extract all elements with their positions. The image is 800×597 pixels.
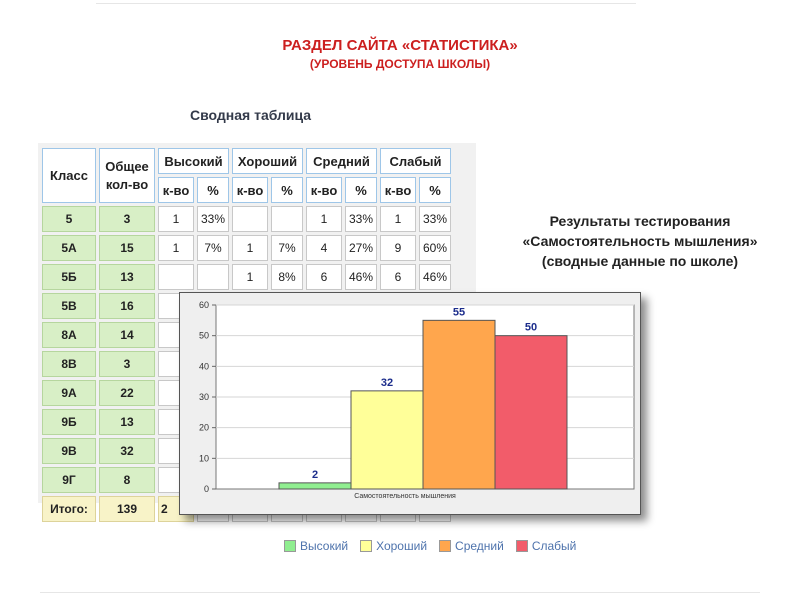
row-total: 3	[99, 351, 155, 377]
subheader-count: к-во	[380, 177, 416, 203]
row-class: 5А	[42, 235, 96, 261]
y-tick-label: 50	[198, 330, 209, 341]
table-cell: 46%	[419, 264, 451, 290]
table-cell: 46%	[345, 264, 377, 290]
table-cell: 1	[232, 264, 268, 290]
test-results-caption	[490, 211, 790, 271]
col-header-total: Общее кол-во	[99, 148, 155, 203]
col-header-good: Хороший	[232, 148, 303, 174]
data-label: 32	[380, 376, 394, 389]
table-title: Сводная таблица	[190, 107, 312, 123]
chart-legend	[284, 538, 588, 554]
legend-label: Средний	[455, 539, 504, 553]
col-header-high: Высокий	[158, 148, 229, 174]
subheader-count: к-во	[306, 177, 342, 203]
table-cell: 33%	[197, 206, 229, 232]
legend-item	[439, 539, 504, 553]
subheader-percent: %	[197, 177, 229, 203]
x-axis-label: Самостоятельность мышления	[354, 493, 456, 500]
bottom-divider	[40, 592, 760, 593]
data-label: 55	[452, 306, 466, 319]
row-total: 13	[99, 264, 155, 290]
table-cell: 8%	[271, 264, 303, 290]
col-header-class: Класс	[42, 148, 96, 203]
table-cell	[197, 264, 229, 290]
row-total: 13	[99, 409, 155, 435]
table-cell: 9	[380, 235, 416, 261]
page-subtitle: (УРОВЕНЬ ДОСТУПА ШКОЛЫ)	[309, 57, 491, 71]
y-tick-label: 60	[198, 300, 209, 310]
y-tick-label: 40	[198, 361, 209, 372]
legend-swatch	[360, 540, 372, 552]
row-class: 5	[42, 206, 96, 232]
bar	[351, 391, 423, 489]
subheader-count: к-во	[158, 177, 194, 203]
bar	[423, 320, 495, 489]
row-total: 15	[99, 235, 155, 261]
legend-label: Хороший	[376, 539, 428, 553]
caption-line-1: Результаты тестирования	[549, 213, 731, 229]
top-divider	[96, 3, 636, 4]
table-cell: 6	[380, 264, 416, 290]
table-cell: 4	[306, 235, 342, 261]
table-cell: 6	[306, 264, 342, 290]
col-header-medium: Средний	[306, 148, 377, 174]
bar	[495, 336, 567, 489]
subheader-percent: %	[419, 177, 451, 203]
caption-line-2: «Самостоятельность мышления»	[522, 233, 758, 249]
legend-swatch	[439, 540, 451, 552]
legend-label: Слабый	[531, 539, 577, 553]
col-header-weak: Слабый	[380, 148, 451, 174]
row-total: 3	[99, 206, 155, 232]
table-row	[42, 206, 451, 232]
table-cell: 1	[158, 235, 194, 261]
table-row	[42, 264, 451, 290]
table-cell: 60%	[419, 235, 451, 261]
table-cell: 1	[380, 206, 416, 232]
table-cell: 1	[158, 206, 194, 232]
total-label: Итого:	[42, 496, 96, 522]
data-label: 2	[311, 468, 319, 481]
total-high: 2	[158, 496, 194, 522]
legend-swatch	[284, 540, 296, 552]
bar	[279, 483, 351, 489]
table-cell: 7%	[197, 235, 229, 261]
data-label: 50	[524, 321, 538, 334]
table-cell	[232, 206, 268, 232]
table-cell: 33%	[345, 206, 377, 232]
y-tick-label: 30	[198, 392, 209, 402]
subheader-percent: %	[345, 177, 377, 203]
y-tick-label: 20	[198, 422, 209, 433]
table-cell: 7%	[271, 235, 303, 261]
row-total: 8	[99, 467, 155, 493]
row-class: 9Г	[42, 467, 96, 493]
table-row	[42, 235, 451, 261]
chart-panel	[179, 292, 641, 515]
table-cell: 33%	[419, 206, 451, 232]
row-class: 9В	[42, 438, 96, 464]
row-class: 8В	[42, 351, 96, 377]
table-cell: 27%	[345, 235, 377, 261]
row-class: 5В	[42, 293, 96, 319]
row-class: 8А	[42, 322, 96, 348]
table-cell: 1	[306, 206, 342, 232]
row-total: 14	[99, 322, 155, 348]
legend-item	[360, 539, 427, 553]
row-class: 5Б	[42, 264, 96, 290]
y-tick-label: 10	[198, 453, 209, 464]
page-title: РАЗДЕЛ САЙТА «СТАТИСТИКА»	[282, 37, 518, 54]
row-class: 9А	[42, 380, 96, 406]
subheader-count: к-во	[232, 177, 268, 203]
table-cell	[271, 206, 303, 232]
total-count: 139	[99, 496, 155, 522]
bar-chart	[180, 293, 640, 514]
legend-item	[284, 539, 348, 553]
table-cell	[158, 264, 194, 290]
row-total: 16	[99, 293, 155, 319]
legend-swatch	[516, 540, 528, 552]
table-cell: 1	[232, 235, 268, 261]
row-total: 32	[99, 438, 155, 464]
row-class: 9Б	[42, 409, 96, 435]
legend-label: Высокий	[300, 539, 349, 553]
row-total: 22	[99, 380, 155, 406]
legend-item	[516, 539, 577, 553]
subheader-percent: %	[271, 177, 303, 203]
caption-line-3: (сводные данные по школе)	[541, 253, 739, 269]
y-tick-label: 0	[203, 484, 209, 494]
